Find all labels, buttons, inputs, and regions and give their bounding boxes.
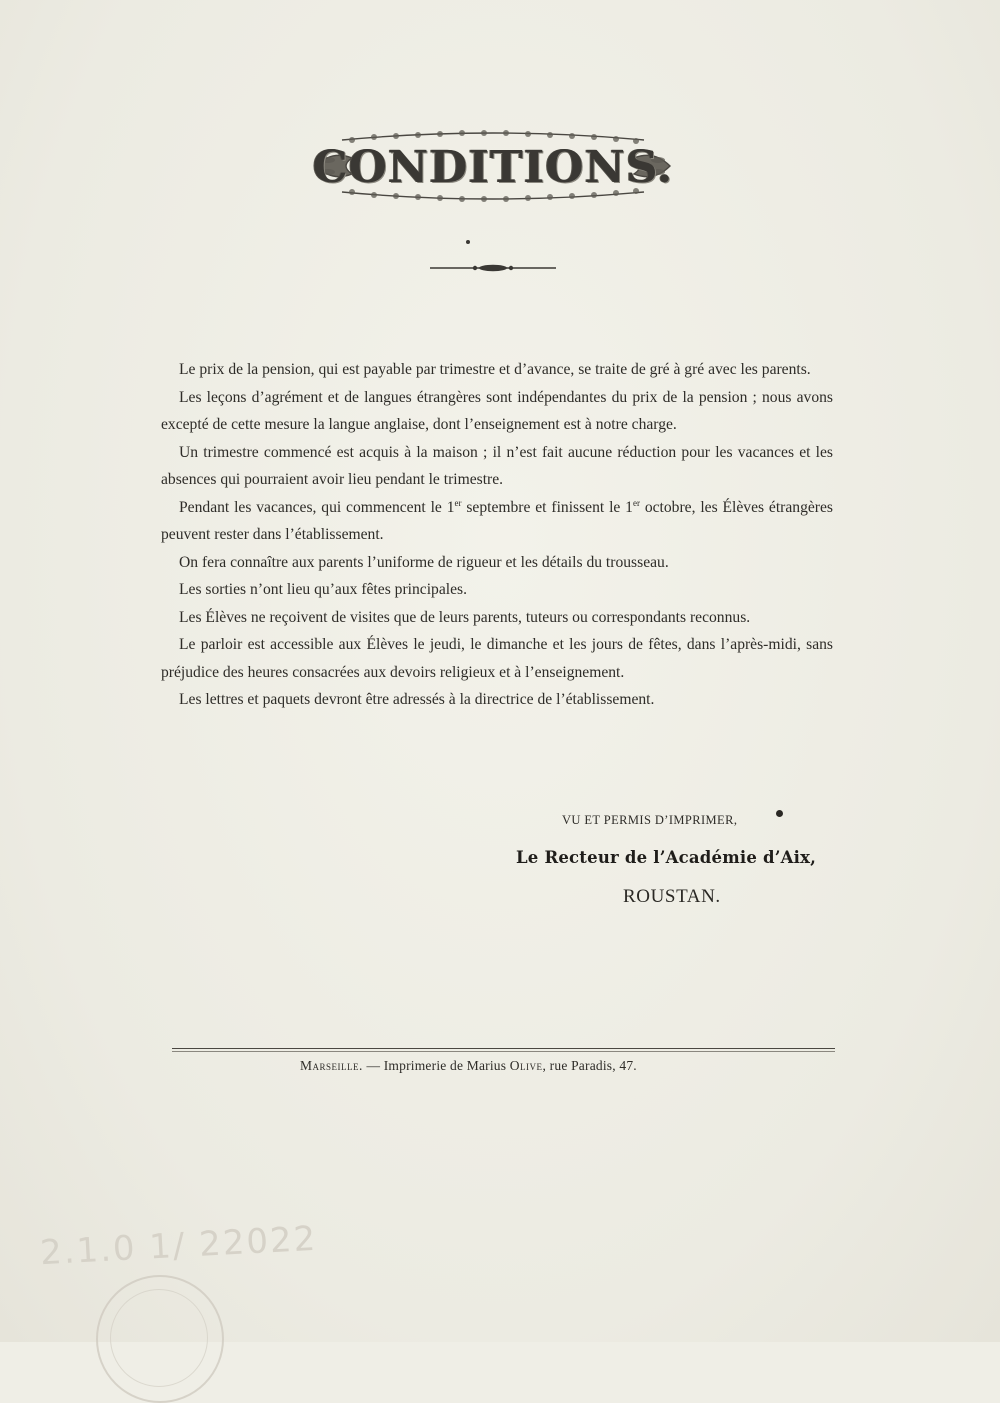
imprint-printer-name: Olive — [509, 1058, 543, 1073]
paragraph-outings: Les sorties n’ont lieu qu’aux fêtes principales. — [179, 581, 467, 598]
paragraph-visits: Les Élèves ne reçoivent de visites que de leurs parents, tuteurs ou correspondants reconnus. — [179, 608, 751, 626]
holidays-text-middle: septembre et finissent le — [461, 498, 626, 516]
imprint-address: , rue Paradis, 47. — [542, 1058, 637, 1073]
printer-imprint — [300, 1058, 637, 1074]
paragraph-price: Le prix de la pension, qui est payable par trimestre et d’avance, se traite de gré à gré avec les parents. — [179, 361, 811, 378]
date-day-2: 1 — [625, 498, 633, 516]
rector-title: Le Recteur de l’Académie d’Aix, — [516, 848, 817, 867]
approval-line: VU ET PERMIS D’IMPRIMER, — [562, 813, 738, 827]
paragraph-trimester: Un trimestre commencé est acquis à la maison ; il n’est fait aucune réduction pour les vacances et les absences qui pourraient avoir lieu pendant le trimestre. — [161, 443, 833, 488]
imprint-city: Marseille. — [300, 1058, 363, 1073]
divider-ornament-icon — [430, 262, 556, 274]
bullet-mark — [776, 810, 783, 817]
paragraph-parlour: Le parloir est accessible aux Élèves le jeudi, le dimanche et les jours de fêtes, dans l’après-midi, sans préjudice des heures consacrées aux devoirs religieux et à l’enseignement. — [161, 636, 833, 681]
ordinal-1: er — [454, 497, 462, 508]
signatory-name: ROUSTAN. — [623, 886, 721, 907]
title-cartouche — [312, 130, 674, 202]
page-title: CONDITIONS. — [312, 142, 674, 193]
paragraph-holidays — [161, 494, 833, 549]
paragraph-letters: Les lettres et paquets devront être adressés à la directrice de l’établissement. — [179, 691, 655, 708]
date-day-1: 1 — [446, 498, 455, 516]
holidays-text-start: Pendant les vacances, qui commencent le — [179, 498, 447, 516]
imprint-prefix: Imprimerie de Marius — [383, 1058, 510, 1073]
library-stamp-inner-icon — [110, 1289, 208, 1387]
imprint-dash: — — [362, 1058, 384, 1073]
footer-divider — [172, 1048, 835, 1049]
paragraph-lessons: Les leçons d’agrément et de langues étrangères sont indépendantes du prix de la pension ; nous avons excepté de cette mesure la langue anglaise, dont l’enseignement est à notre charge. — [161, 388, 833, 433]
paragraph-uniform: On fera connaître aux parents l’uniforme de rigueur et les détails du trousseau. — [179, 553, 669, 571]
archive-shelfmark: 2.1.0 1/ 22022 — [39, 1218, 319, 1274]
holidays-text-end: octobre, les Élèves étrangères peuvent rester dans l’établissement. — [161, 498, 833, 543]
conditions-body — [161, 356, 833, 714]
dot-mark — [466, 240, 470, 244]
ordinal-2: er — [632, 497, 640, 508]
footer-divider-thin — [172, 1051, 835, 1052]
